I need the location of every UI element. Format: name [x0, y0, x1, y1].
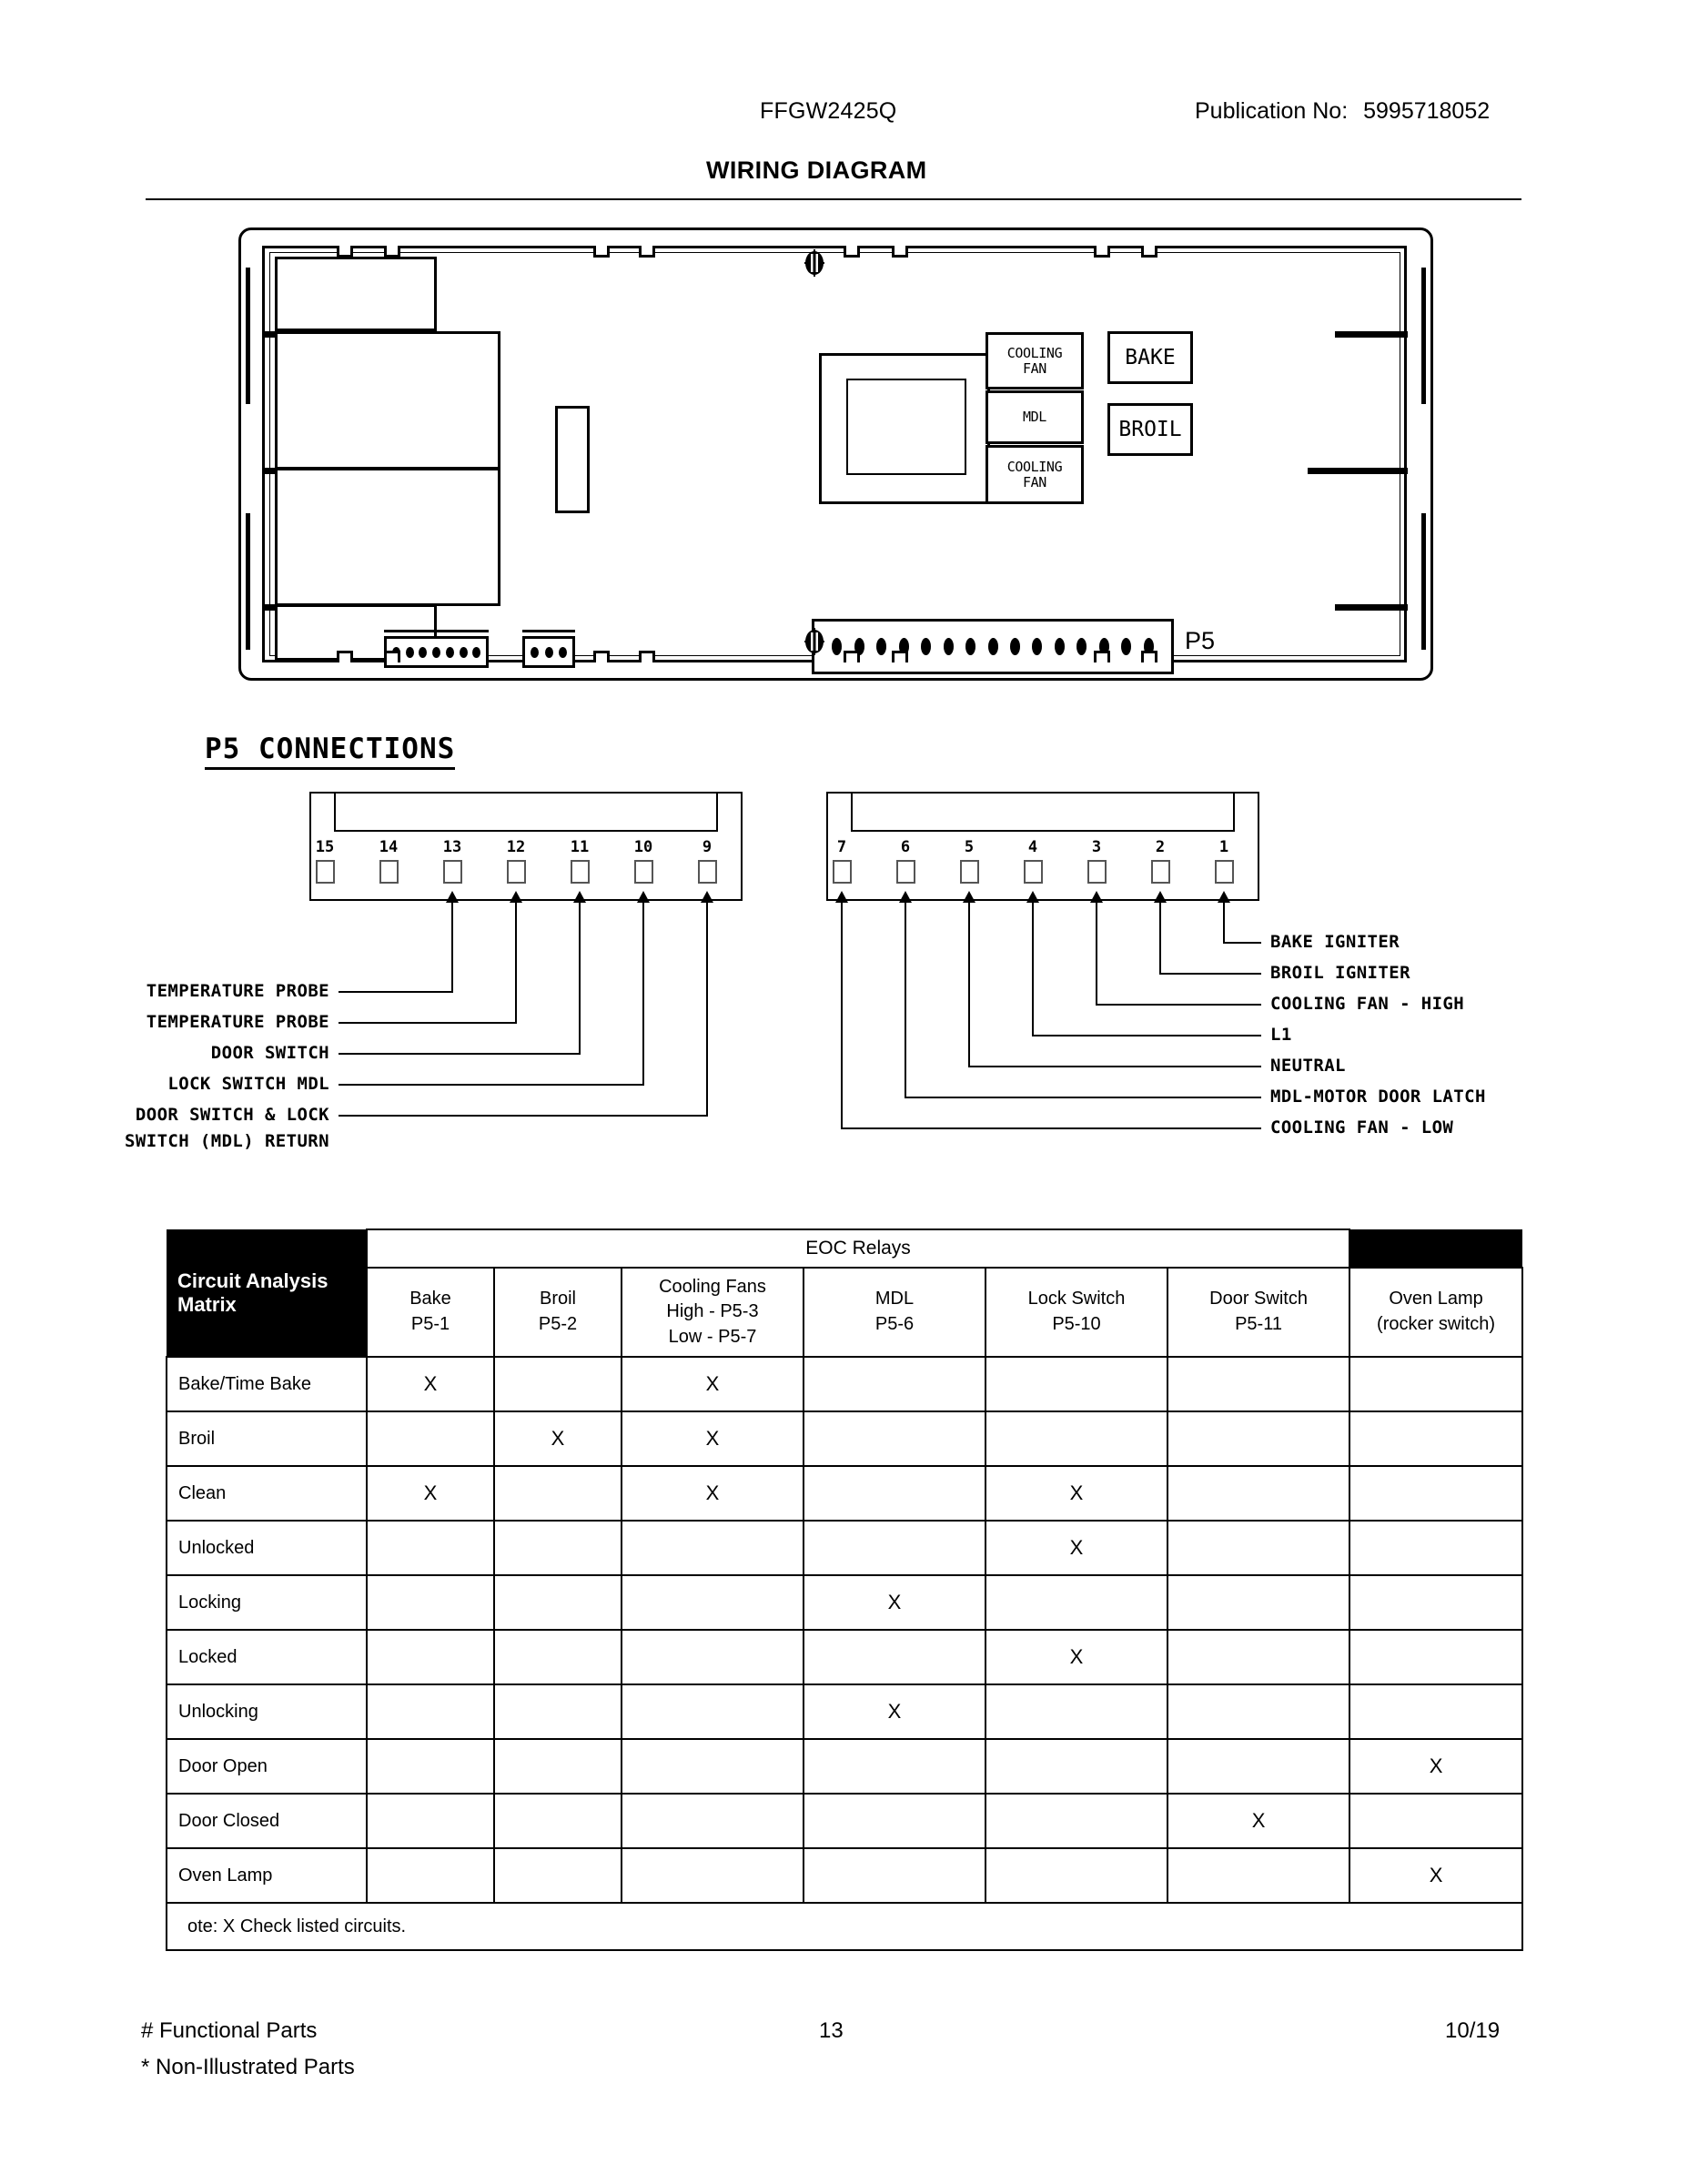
- matrix-cell-empty: [622, 1739, 804, 1794]
- matrix-column-header: [1349, 1268, 1522, 1357]
- matrix-cell-marked: X: [1167, 1794, 1349, 1848]
- matrix-row-label: Unlocked: [167, 1521, 367, 1575]
- connector-pin: [460, 647, 468, 658]
- relay-broil: [1107, 403, 1193, 456]
- matrix-column-header-line: Oven Lamp: [1389, 1289, 1483, 1309]
- p5-left-leader-h-12: [339, 1022, 517, 1024]
- table-row: [167, 1411, 1522, 1466]
- relay-mdl: [986, 390, 1084, 444]
- matrix-cell-empty: [1349, 1575, 1522, 1630]
- matrix-cell-empty: [1167, 1411, 1349, 1466]
- matrix-cell-empty: [1167, 1630, 1349, 1684]
- matrix-cell-empty: [494, 1521, 622, 1575]
- footer-functional-parts: # Functional Parts: [141, 2018, 318, 2043]
- matrix-cell-empty: [1167, 1848, 1349, 1903]
- matrix-cell-marked: X: [986, 1466, 1167, 1521]
- matrix-cell-marked: X: [1349, 1848, 1522, 1903]
- p5-right-label-broil-igniter: BROIL IGNITER: [1270, 963, 1410, 983]
- matrix-cell-empty: [494, 1739, 622, 1794]
- p5-pin-4: [1076, 638, 1087, 655]
- p5-left-pinnum-14: 14: [379, 838, 399, 856]
- matrix-cell-empty: [1167, 1521, 1349, 1575]
- board-rail-right-h1: [1335, 331, 1408, 338]
- mount-tab: [892, 651, 908, 662]
- p5-left-pin-9: [698, 860, 717, 884]
- p5-left-connector-shelf: [334, 792, 718, 832]
- board-left-plate-mid: [275, 331, 500, 470]
- relay-mdl-line1: MDL: [1023, 409, 1046, 426]
- p5-left-leader-v-12: [515, 902, 517, 1022]
- p5-right-leader-v-3: [1096, 902, 1097, 1004]
- p5-left-pinnum-13: 13: [442, 838, 462, 856]
- matrix-cell-empty: [494, 1684, 622, 1739]
- matrix-row-label: Locking: [167, 1575, 367, 1630]
- p5-pin-11: [921, 638, 931, 655]
- p5-left-leader-h-13: [339, 991, 453, 993]
- matrix-column-header: [494, 1268, 622, 1357]
- p5-right-pinnum-3: 3: [1091, 838, 1102, 856]
- matrix-cell-empty: [804, 1357, 986, 1411]
- mount-tab: [1141, 651, 1157, 662]
- p5-right-leader-h-3: [1096, 1004, 1261, 1006]
- matrix-cell-empty: [1349, 1357, 1522, 1411]
- matrix-row-label: Clean: [167, 1466, 367, 1521]
- matrix-cell-empty: [804, 1794, 986, 1848]
- matrix-cell-marked: X: [986, 1521, 1167, 1575]
- connector-7pin-top-bar: [384, 630, 489, 632]
- p5-left-label-temperature-probe-12: TEMPERATURE PROBE: [146, 1012, 329, 1032]
- p5-pin-5: [1055, 638, 1065, 655]
- matrix-cell-marked: X: [367, 1466, 494, 1521]
- table-row: [167, 1575, 1522, 1630]
- relay-cooling-fan-bottom-line1: COOLING: [1006, 459, 1063, 476]
- p5-right-label-mdl-motor-door-latch: MDL-MOTOR DOOR LATCH: [1270, 1087, 1486, 1107]
- relay-bake: [1107, 331, 1193, 384]
- matrix-cell-empty: [804, 1848, 986, 1903]
- p5-right-pin-5: [960, 860, 979, 884]
- board-rail-right-outer2: [1421, 513, 1426, 650]
- relay-cooling-fan-top-line2: FAN: [1023, 359, 1046, 377]
- matrix-column-header-line: P5-2: [538, 1314, 578, 1334]
- matrix-cell-empty: [367, 1521, 494, 1575]
- screw-icon: [804, 628, 824, 655]
- matrix-cell-empty: [1349, 1521, 1522, 1575]
- matrix-cell-empty: [1349, 1794, 1522, 1848]
- p5-right-leader-v-4: [1032, 902, 1034, 1035]
- p5-pin-10: [944, 638, 954, 655]
- p5-left-pin-10: [634, 860, 653, 884]
- matrix-cell-empty: [1167, 1739, 1349, 1794]
- p5-connector-label: P5: [1185, 627, 1216, 654]
- p5-left-pinnum-9: 9: [702, 838, 713, 856]
- matrix-column-header-line: P5-1: [410, 1314, 450, 1334]
- page-title: WIRING DIAGRAM: [706, 157, 927, 184]
- matrix-cell-empty: [494, 1575, 622, 1630]
- matrix-cell-empty: [986, 1794, 1167, 1848]
- matrix-column-header-line: MDL: [874, 1289, 915, 1309]
- p5-right-pin-4: [1024, 860, 1043, 884]
- matrix-header-filler: [1349, 1229, 1522, 1268]
- matrix-column-header: [986, 1268, 1167, 1357]
- p5-left-pin-15: [316, 860, 335, 884]
- matrix-cell-empty: [367, 1411, 494, 1466]
- p5-right-label-bake-igniter: BAKE IGNITER: [1270, 932, 1400, 952]
- table-note-row: [167, 1903, 1522, 1950]
- matrix-cell-empty: [494, 1848, 622, 1903]
- mount-tab: [337, 651, 353, 662]
- p5-left-pinnum-12: 12: [506, 838, 526, 856]
- matrix-cell-empty: [986, 1575, 1167, 1630]
- table-row: [167, 1357, 1522, 1411]
- p5-left-pin-13: [443, 860, 462, 884]
- matrix-cell-empty: [367, 1575, 494, 1630]
- p5-left-pinnum-15: 15: [315, 838, 335, 856]
- matrix-column-header-line: Broil: [539, 1289, 576, 1309]
- circuit-analysis-matrix: [166, 1228, 1523, 1951]
- matrix-cell-marked: X: [622, 1357, 804, 1411]
- p5-right-connector-shelf: [851, 792, 1235, 832]
- connector-pin: [406, 647, 414, 658]
- matrix-cell-empty: [622, 1521, 804, 1575]
- p5-left-pinnum-11: 11: [570, 838, 590, 856]
- table-row: [167, 1794, 1522, 1848]
- matrix-cell-marked: X: [804, 1575, 986, 1630]
- matrix-cell-empty: [1167, 1357, 1349, 1411]
- p5-right-label-cooling-fan-high: COOLING FAN - HIGH: [1270, 994, 1465, 1014]
- p5-left-leader-h-11: [339, 1053, 581, 1055]
- p5-left-leader-v-10: [642, 902, 644, 1084]
- p5-right-pinnum-2: 2: [1155, 838, 1166, 856]
- matrix-cell-marked: X: [1349, 1739, 1522, 1794]
- matrix-cell-empty: [622, 1848, 804, 1903]
- mount-tab: [844, 651, 860, 662]
- p5-left-leader-v-9: [706, 902, 708, 1115]
- table-row: [167, 1739, 1522, 1794]
- p5-right-label-l1: L1: [1270, 1025, 1292, 1045]
- p5-pin-15: [832, 638, 842, 655]
- matrix-row-label: Locked: [167, 1630, 367, 1684]
- publication-number: [1195, 98, 1490, 125]
- matrix-cell-empty: [622, 1794, 804, 1848]
- board-rail-left-outer: [246, 268, 250, 404]
- screw-icon: [804, 249, 824, 277]
- mount-tab: [337, 246, 353, 258]
- matrix-cell-empty: [494, 1794, 622, 1848]
- control-board-diagram: [238, 224, 1440, 686]
- p5-left-label-switch-mdl-return: SWITCH (MDL) RETURN: [125, 1131, 329, 1151]
- matrix-column-header-line: Bake: [409, 1289, 451, 1309]
- p5-left-pinnum-10: 10: [633, 838, 653, 856]
- mount-tab: [639, 246, 655, 258]
- publication-value: 5995718052: [1363, 98, 1491, 124]
- p5-right-pin-7: [833, 860, 852, 884]
- matrix-cell-empty: [986, 1739, 1167, 1794]
- matrix-cell-empty: [494, 1466, 622, 1521]
- matrix-column-header-line: P5-10: [1052, 1314, 1101, 1334]
- matrix-column-header-line: Cooling Fans: [659, 1276, 766, 1297]
- matrix-row-label: Door Closed: [167, 1794, 367, 1848]
- matrix-column-header: [622, 1268, 804, 1357]
- matrix-cell-empty: [804, 1411, 986, 1466]
- mount-tab: [1094, 651, 1110, 662]
- p5-pin-8: [988, 638, 998, 655]
- matrix-cell-empty: [367, 1739, 494, 1794]
- matrix-row-label: Bake/Time Bake: [167, 1357, 367, 1411]
- board-left-plate-lower: [275, 468, 500, 606]
- table-row: [167, 1684, 1522, 1739]
- matrix-cell-marked: X: [804, 1684, 986, 1739]
- matrix-cell-empty: [622, 1575, 804, 1630]
- p5-right-pinnum-1: 1: [1218, 838, 1229, 856]
- matrix-column-header-line: High - P5-3: [666, 1301, 759, 1322]
- matrix-column-header-line: P5-11: [1235, 1314, 1282, 1334]
- matrix-cell-empty: [986, 1848, 1167, 1903]
- mount-tab: [639, 651, 655, 662]
- table-row: [167, 1848, 1522, 1903]
- footer-date-code: 10/19: [1445, 2018, 1501, 2043]
- mount-tab: [1141, 246, 1157, 258]
- matrix-cell-empty: [1349, 1630, 1522, 1684]
- matrix-row-label: Unlocking: [167, 1684, 367, 1739]
- publication-label: Publication No:: [1195, 98, 1349, 124]
- p5-right-label-cooling-fan-low: COOLING FAN - LOW: [1270, 1117, 1454, 1138]
- matrix-cell-empty: [494, 1357, 622, 1411]
- mount-tab: [593, 651, 610, 662]
- p5-right-leader-h-4: [1032, 1035, 1261, 1036]
- mount-tab: [892, 246, 908, 258]
- p5-left-leader-h-9: [339, 1115, 708, 1117]
- board-rail-right-h2: [1308, 468, 1408, 474]
- p5-right-pin-2: [1151, 860, 1170, 884]
- matrix-cell-marked: X: [622, 1411, 804, 1466]
- header-divider: [146, 198, 1521, 200]
- matrix-cell-empty: [494, 1630, 622, 1684]
- matrix-cell-empty: [804, 1739, 986, 1794]
- table-header-row-columns: [167, 1268, 1522, 1357]
- p5-right-leader-h-7: [841, 1127, 1261, 1129]
- matrix-cell-empty: [986, 1357, 1167, 1411]
- connector-3pin-body: [522, 636, 575, 668]
- p5-right-leader-v-2: [1159, 902, 1161, 973]
- matrix-cell-empty: [986, 1684, 1167, 1739]
- p5-left-leader-h-10: [339, 1084, 644, 1086]
- p5-pin-7: [1010, 638, 1020, 655]
- matrix-cell-empty: [622, 1630, 804, 1684]
- mount-tab: [844, 246, 860, 258]
- p5-right-leader-h-1: [1223, 942, 1261, 944]
- relay-cooling-fan-bottom: [986, 445, 1084, 504]
- board-rail-right-outer: [1421, 268, 1426, 404]
- relay-cooling-fan-bottom-line2: FAN: [1023, 473, 1046, 490]
- p5-pin-6: [1032, 638, 1042, 655]
- mount-tab: [384, 651, 400, 662]
- relay-broil-label: BROIL: [1118, 417, 1182, 441]
- matrix-cell-marked: X: [494, 1411, 622, 1466]
- matrix-cell-empty: [367, 1848, 494, 1903]
- table-row: [167, 1466, 1522, 1521]
- matrix-cell-empty: [367, 1794, 494, 1848]
- matrix-row-label: Door Open: [167, 1739, 367, 1794]
- p5-right-pin-6: [896, 860, 915, 884]
- board-rail-left-outer2: [246, 513, 250, 650]
- matrix-cell-marked: X: [622, 1466, 804, 1521]
- matrix-cell-empty: [1167, 1575, 1349, 1630]
- matrix-group-header: EOC Relays: [367, 1229, 1349, 1268]
- p5-right-leader-h-2: [1159, 973, 1261, 975]
- matrix-column-header-line: P5-6: [874, 1314, 915, 1334]
- matrix-cell-empty: [1349, 1411, 1522, 1466]
- connector-pin: [559, 647, 567, 658]
- p5-left-pin-14: [379, 860, 399, 884]
- p5-connections-heading: P5 CONNECTIONS: [205, 733, 455, 770]
- table-header-row-group: [167, 1229, 1522, 1268]
- p5-left-pin-12: [507, 860, 526, 884]
- connector-pin: [531, 647, 539, 658]
- p5-right-pinnum-5: 5: [964, 838, 975, 856]
- p5-left-leader-v-11: [579, 902, 581, 1053]
- matrix-column-header: [804, 1268, 986, 1357]
- matrix-row-label: Broil: [167, 1411, 367, 1466]
- matrix-cell-empty: [1349, 1684, 1522, 1739]
- p5-right-leader-h-5: [968, 1066, 1261, 1067]
- p5-right-leader-h-6: [905, 1097, 1261, 1098]
- p5-pin-13: [876, 638, 886, 655]
- p5-right-pinnum-4: 4: [1027, 838, 1038, 856]
- matrix-corner-label: [167, 1229, 367, 1357]
- p5-right-leader-v-7: [841, 902, 843, 1127]
- matrix-column-header: [1167, 1268, 1349, 1357]
- matrix-cell-empty: [804, 1630, 986, 1684]
- board-left-plate-upper: [275, 257, 437, 331]
- matrix-corner-line1: Circuit Analysis: [177, 1269, 329, 1292]
- matrix-column-header-line: Lock Switch: [1027, 1289, 1126, 1309]
- matrix-cell-empty: [1167, 1466, 1349, 1521]
- p5-left-label-lock-switch-mdl: LOCK SWITCH MDL: [167, 1074, 329, 1094]
- matrix-row-label: Oven Lamp: [167, 1848, 367, 1903]
- p5-right-label-neutral: NEUTRAL: [1270, 1056, 1346, 1076]
- p5-right-pin-1: [1215, 860, 1234, 884]
- connector-pin: [432, 647, 440, 658]
- matrix-note: ote: X Check listed circuits.: [167, 1903, 1522, 1950]
- matrix-cell-empty: [804, 1521, 986, 1575]
- matrix-column-header-line: Door Switch: [1209, 1289, 1308, 1309]
- p5-pin-2: [1121, 638, 1131, 655]
- connector-pin: [419, 647, 427, 658]
- p5-right-pin-3: [1087, 860, 1107, 884]
- connector-pin: [545, 647, 553, 658]
- matrix-cell-marked: X: [367, 1357, 494, 1411]
- table-row: [167, 1521, 1522, 1575]
- board-transformer-core: [846, 379, 966, 475]
- p5-left-label-door-switch: DOOR SWITCH: [210, 1043, 329, 1063]
- board-capacitor: [555, 406, 590, 513]
- matrix-cell-empty: [1349, 1466, 1522, 1521]
- mount-tab: [1094, 246, 1110, 258]
- relay-cooling-fan-top: [986, 332, 1084, 389]
- p5-left-pin-11: [571, 860, 590, 884]
- p5-right-pinnum-7: 7: [836, 838, 847, 856]
- matrix-column-header: [367, 1268, 494, 1357]
- relay-bake-label: BAKE: [1125, 345, 1176, 369]
- model-number: FFGW2425Q: [760, 98, 897, 124]
- p5-right-leader-v-5: [968, 902, 970, 1066]
- relay-cooling-fan-top-line1: COOLING: [1006, 345, 1063, 362]
- matrix-cell-empty: [367, 1630, 494, 1684]
- footer-page-number: 13: [819, 2018, 844, 2043]
- p5-pin-9: [965, 638, 975, 655]
- matrix-cell-empty: [622, 1684, 804, 1739]
- board-rail-right-h3: [1335, 604, 1408, 611]
- connector-pin: [472, 647, 480, 658]
- matrix-column-header-line: (rocker switch): [1377, 1314, 1496, 1334]
- footer-non-illustrated-parts: * Non-Illustrated Parts: [141, 2055, 355, 2079]
- p5-right-leader-v-1: [1223, 902, 1225, 942]
- p5-right-leader-v-6: [905, 902, 906, 1097]
- table-row: [167, 1630, 1522, 1684]
- p5-left-label-temperature-probe-13: TEMPERATURE PROBE: [146, 981, 329, 1001]
- matrix-cell-empty: [1167, 1684, 1349, 1739]
- matrix-cell-empty: [804, 1466, 986, 1521]
- p5-left-label-door-switch-and-lock: DOOR SWITCH & LOCK: [135, 1105, 329, 1125]
- matrix-cell-marked: X: [986, 1630, 1167, 1684]
- matrix-corner-line2: Matrix: [177, 1292, 237, 1316]
- matrix-cell-empty: [986, 1411, 1167, 1466]
- matrix-column-header-line: Low - P5-7: [668, 1326, 757, 1347]
- p5-left-leader-v-13: [451, 902, 453, 991]
- connector-pin: [446, 647, 454, 658]
- connector-p5-body: [812, 619, 1174, 674]
- connector-3pin-top-bar: [522, 630, 575, 632]
- mount-tab: [593, 246, 610, 258]
- matrix-cell-empty: [367, 1684, 494, 1739]
- mount-tab: [384, 246, 400, 258]
- p5-right-pinnum-6: 6: [900, 838, 911, 856]
